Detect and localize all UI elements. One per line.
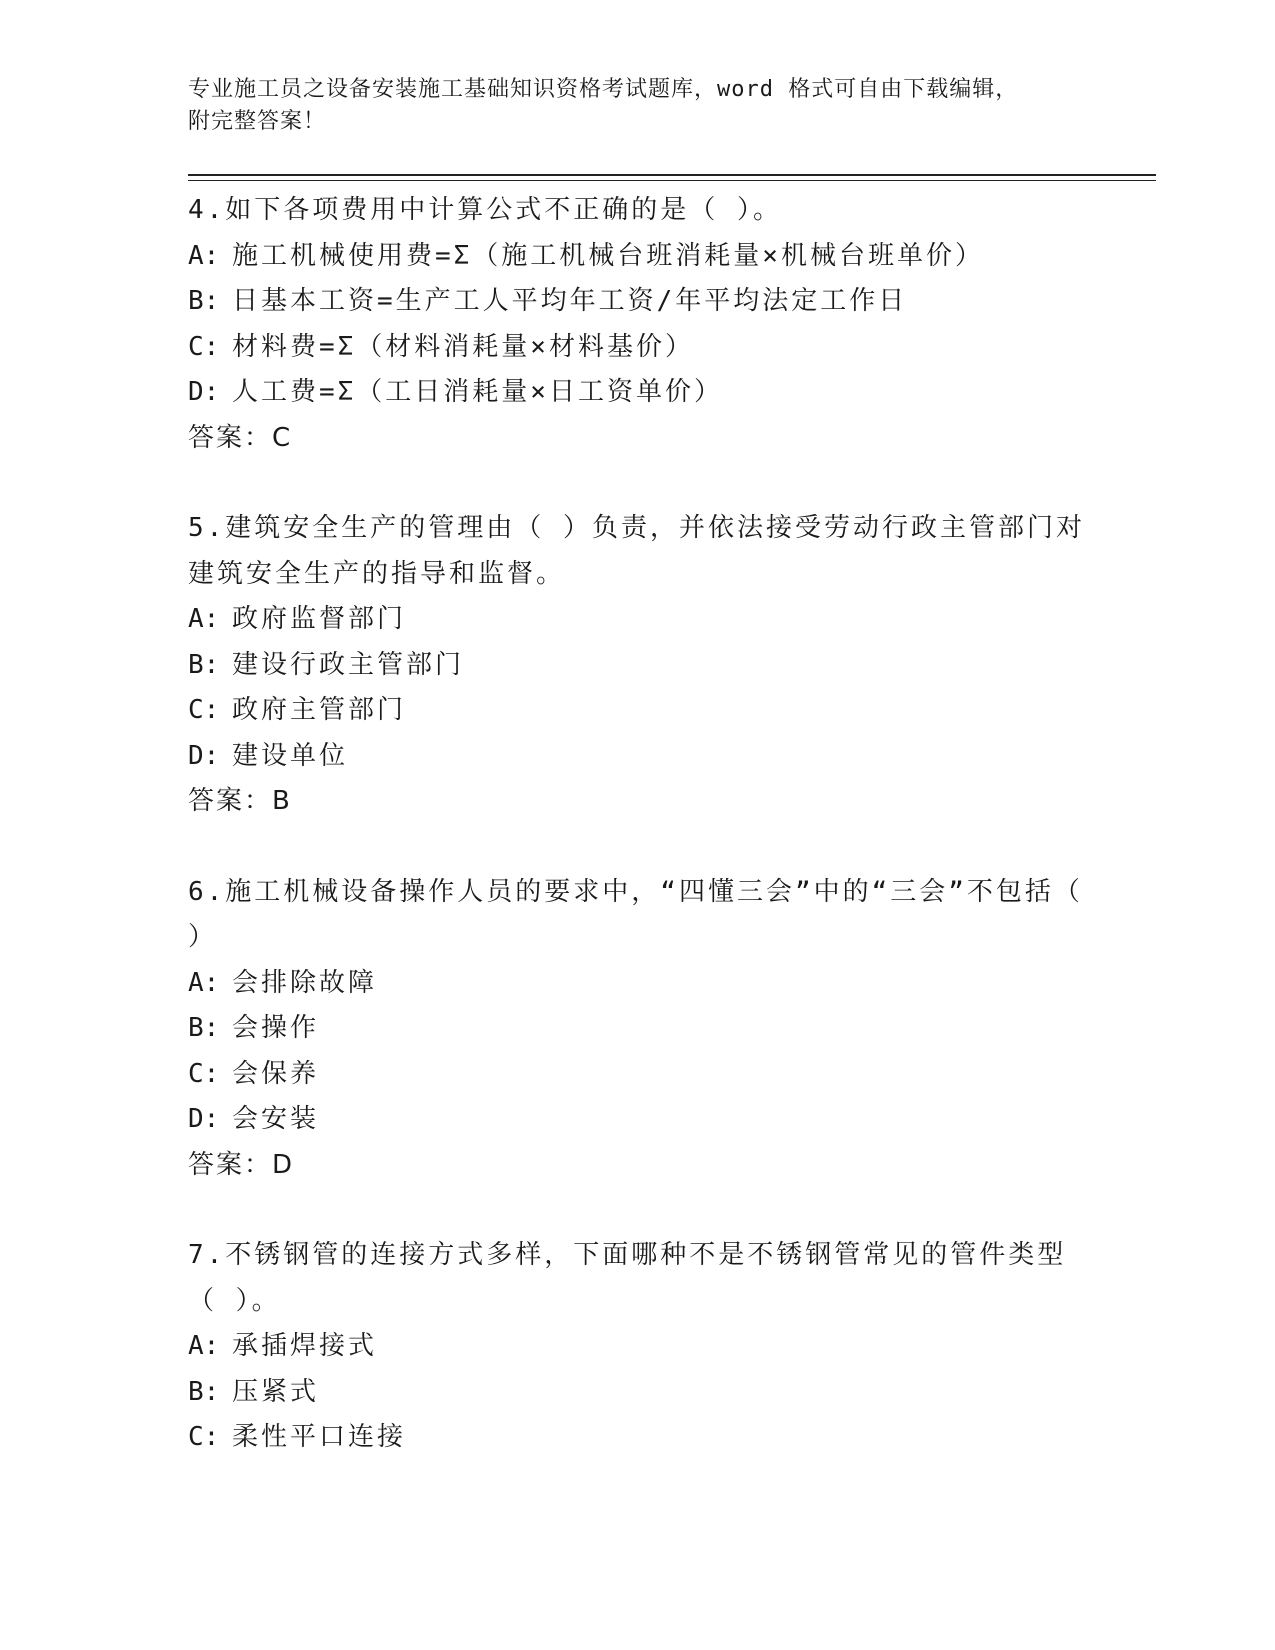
question-6 — [188, 870, 1102, 1189]
document-header — [188, 74, 1068, 138]
question-list — [188, 188, 1102, 1506]
question-stem: 7.不锈钢管的连接方式多样，下面哪种不是不锈钢管常见的管件类型（ ）。 — [188, 1240, 1067, 1316]
option-d — [188, 370, 1088, 416]
option-text: 政府监督部门 — [232, 604, 407, 634]
option-letter: C: — [188, 1422, 220, 1452]
question-stem: 6.施工机械设备操作人员的要求中，“四懂三会”中的“三会”不包括（ ） — [188, 876, 1102, 952]
option-letter: B: — [188, 1376, 220, 1407]
answer-line: 答案：B — [188, 786, 292, 816]
option-letter: B: — [188, 649, 220, 680]
option-letter: D: — [188, 1104, 220, 1134]
option-letter: B: — [188, 1013, 220, 1043]
option-letter: D: — [188, 377, 220, 407]
option-letter: A: — [188, 604, 220, 634]
option-text: 建设行政主管部门 — [232, 649, 465, 680]
option-letter: A: — [188, 240, 220, 271]
question-stem: 4.如下各项费用中计算公式不正确的是（ ）。 — [188, 195, 782, 225]
option-a — [188, 1324, 1088, 1370]
option-letter: C: — [188, 331, 220, 362]
option-b — [188, 1370, 1088, 1416]
option-text: 政府主管部门 — [232, 695, 407, 725]
option-a — [188, 961, 1088, 1007]
option-letter: B: — [188, 286, 220, 316]
option-letter: D: — [188, 740, 220, 771]
option-letter: C: — [188, 1058, 220, 1089]
question-stem: 5.建筑安全生产的管理由（ ）负责，并依法接受劳动行政主管部门对建筑安全生产的指导和监督。 — [188, 513, 1085, 589]
question-4 — [188, 188, 1088, 461]
option-text: 建设单位 — [232, 740, 349, 771]
option-c — [188, 325, 1088, 371]
option-letter: C: — [188, 695, 220, 725]
option-b — [188, 1006, 1088, 1052]
option-a — [188, 234, 1088, 280]
option-text: 压紧式 — [232, 1376, 320, 1407]
option-text: 柔性平口连接 — [232, 1422, 407, 1452]
option-d — [188, 1097, 1088, 1143]
option-text: 会排除故障 — [232, 967, 378, 998]
option-a — [188, 597, 1088, 643]
option-letter: A: — [188, 1331, 220, 1361]
option-text: 材料费=Σ（材料消耗量×材料基价） — [232, 331, 694, 362]
option-c — [188, 1415, 1088, 1461]
option-c — [188, 1052, 1088, 1098]
option-text: 人工费=Σ（工日消耗量×日工资单价） — [232, 377, 723, 407]
answer-line: 答案：D — [188, 1149, 295, 1180]
option-text: 施工机械使用费=Σ（施工机械台班消耗量×机械台班单价） — [232, 240, 984, 271]
header-divider-thick — [188, 174, 1156, 176]
question-5 — [188, 506, 1088, 825]
option-c — [188, 688, 1088, 734]
header-line-1: 专业施工员之设备安装施工基础知识资格考试题库，word 格式可自由下载编辑， — [188, 77, 1019, 102]
header-divider-thin — [188, 180, 1156, 181]
header-line-2: 附完整答案！ — [188, 109, 327, 134]
option-text: 日基本工资=生产工人平均年工资/年平均法定工作日 — [232, 286, 908, 316]
option-text: 承插焊接式 — [232, 1331, 378, 1361]
option-text: 会保养 — [232, 1058, 320, 1089]
option-text: 会操作 — [232, 1013, 320, 1043]
question-7 — [188, 1233, 1088, 1461]
option-b — [188, 279, 1088, 325]
answer-line: 答案：C — [188, 422, 293, 453]
option-text: 会安装 — [232, 1104, 320, 1134]
option-letter: A: — [188, 967, 220, 998]
option-d — [188, 734, 1088, 780]
option-b — [188, 643, 1088, 689]
